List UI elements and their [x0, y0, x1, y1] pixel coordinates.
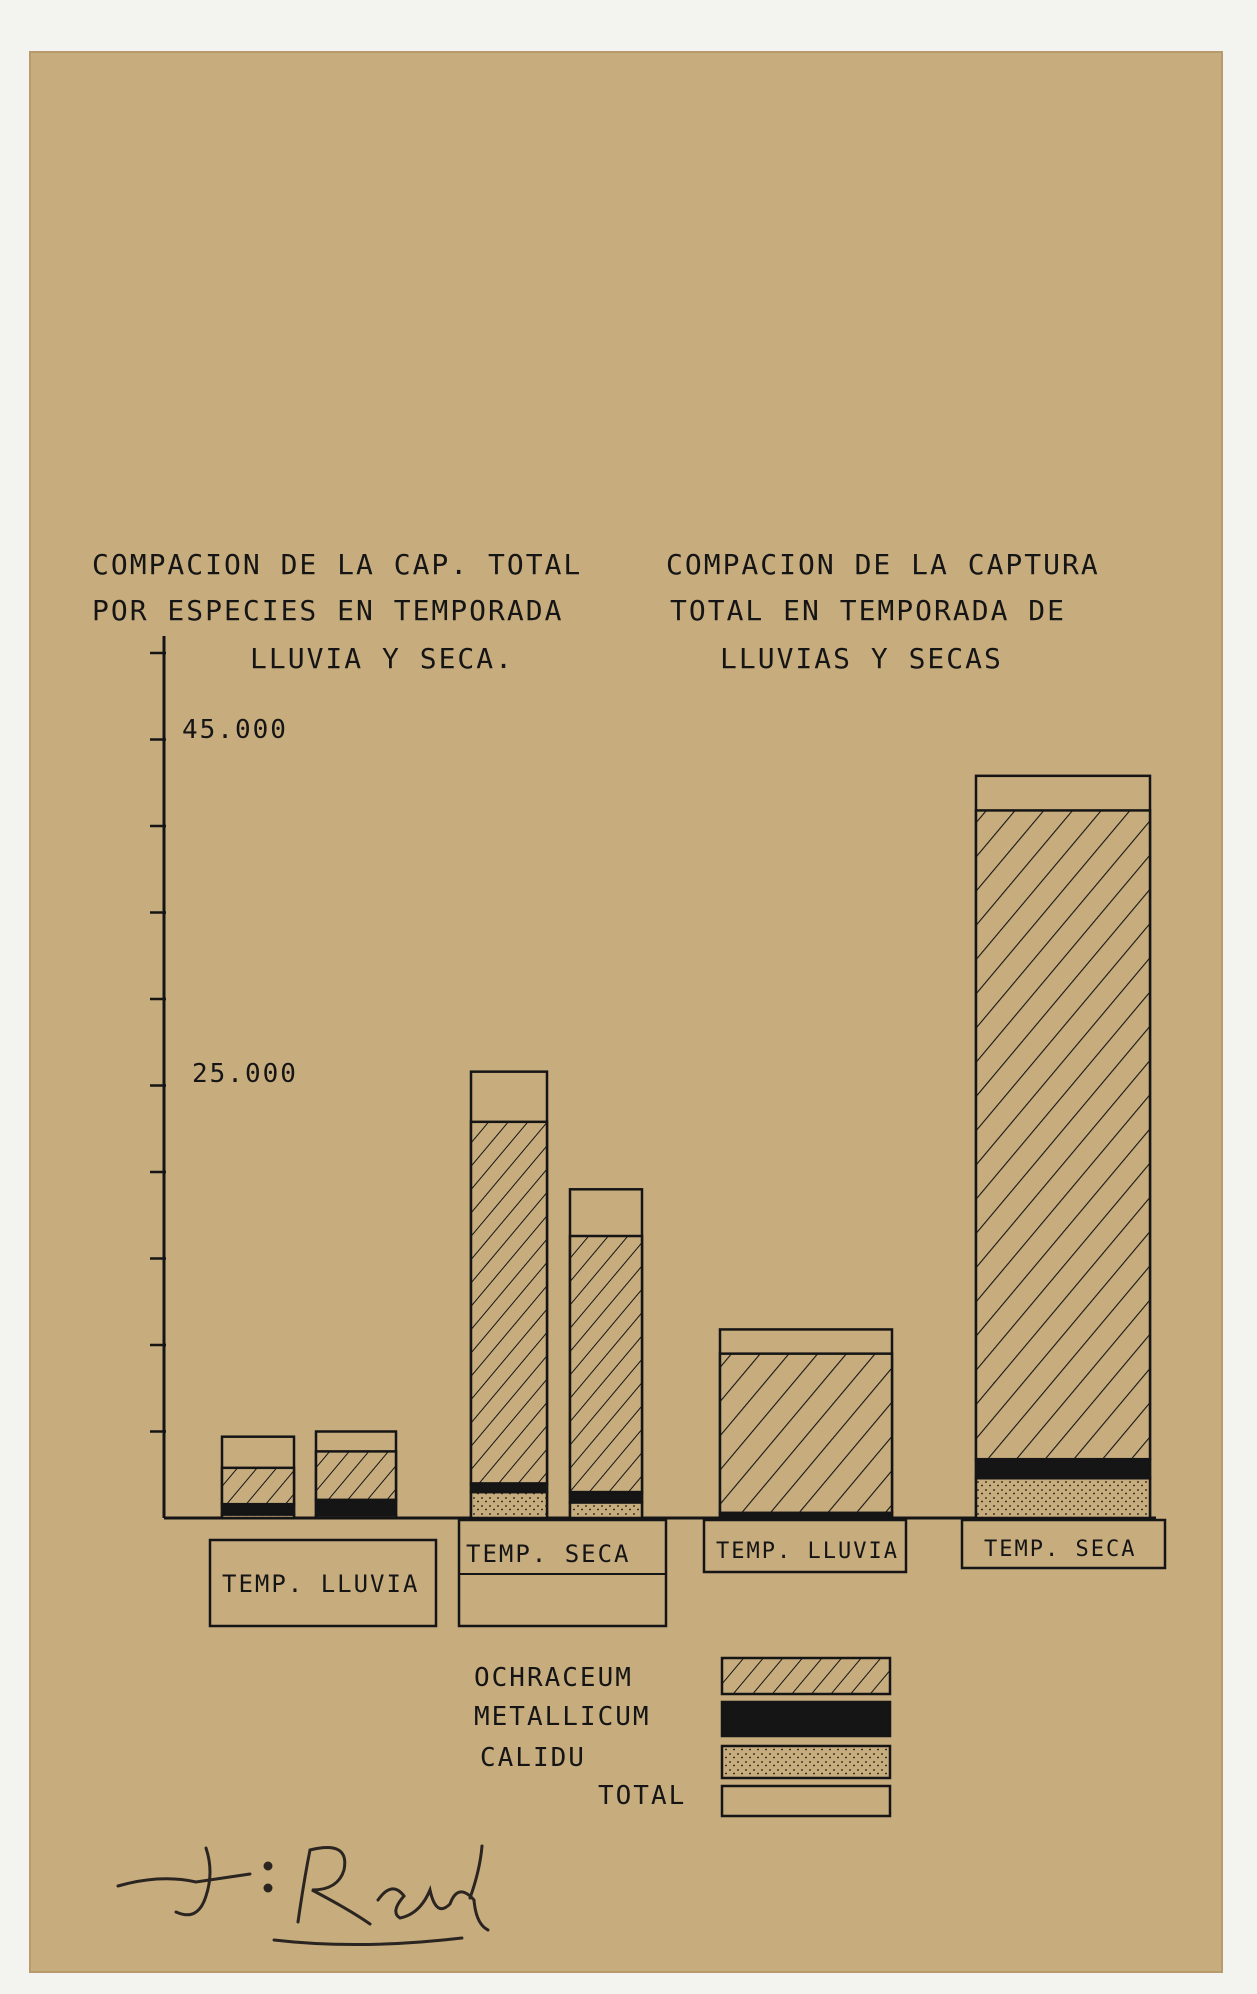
bar-right-seca-calidu — [976, 1478, 1150, 1518]
bar-right-lluvia-ochraceum — [720, 1354, 892, 1513]
bar-left-seca-1-ochraceum — [471, 1122, 547, 1484]
legend-label-total: TOTAL — [598, 1781, 687, 1811]
y-tick-label-45000: 45.000 — [182, 715, 288, 745]
bar-left-seca-2 — [570, 1189, 642, 1518]
legend-label-ochraceum: OCHRACEUM — [474, 1663, 633, 1693]
bar-left-seca-1-metallicum — [471, 1483, 547, 1492]
legend-label-calidu: CALIDU — [480, 1743, 586, 1773]
right-title-line-2: TOTAL EN TEMPORADA DE — [670, 594, 1067, 627]
bar-left-lluvia-1-metallicum — [222, 1504, 294, 1514]
category-label-left-seca: TEMP. SECA — [466, 1540, 631, 1568]
legend-swatch-ochraceum — [722, 1658, 890, 1694]
bar-left-lluvia-2-ochraceum — [316, 1451, 396, 1499]
legend-swatch-metallicum — [722, 1702, 890, 1736]
bar-right-seca-metallicum — [976, 1459, 1150, 1478]
bar-right-seca-ochraceum — [976, 810, 1150, 1459]
right-title-line-1: COMPACION DE LA CAPTURA — [666, 548, 1100, 581]
bar-left-seca-2-calidu — [570, 1502, 642, 1518]
bar-right-seca — [976, 776, 1150, 1518]
bar-left-lluvia-2-metallicum — [316, 1500, 396, 1516]
bar-left-seca-2-metallicum — [570, 1492, 642, 1502]
bar-left-lluvia-1-ochraceum — [222, 1468, 294, 1504]
y-tick-label-25000: 25.000 — [192, 1059, 298, 1089]
bar-left-seca-1-calidu — [471, 1492, 547, 1518]
left-title-line-3: LLUVIA Y SECA. — [250, 642, 515, 675]
bar-left-seca-2-ochraceum — [570, 1236, 642, 1492]
legend-label-metallicum: METALLICUM — [474, 1702, 651, 1732]
category-label-left-lluvia: TEMP. LLUVIA — [222, 1570, 420, 1598]
bar-right-lluvia — [720, 1329, 892, 1518]
legend-swatch-calidu — [722, 1746, 890, 1778]
category-label-right-seca: TEMP. SECA — [984, 1537, 1137, 1562]
left-title-line-1: COMPACION DE LA CAP. TOTAL — [92, 548, 583, 581]
bar-left-seca-1 — [471, 1072, 547, 1518]
left-title-line-2: POR ESPECIES EN TEMPORADA — [92, 594, 564, 627]
right-title-line-3: LLUVIAS Y SECAS — [720, 642, 1003, 675]
category-label-right-lluvia: TEMP. LLUVIA — [716, 1539, 899, 1564]
